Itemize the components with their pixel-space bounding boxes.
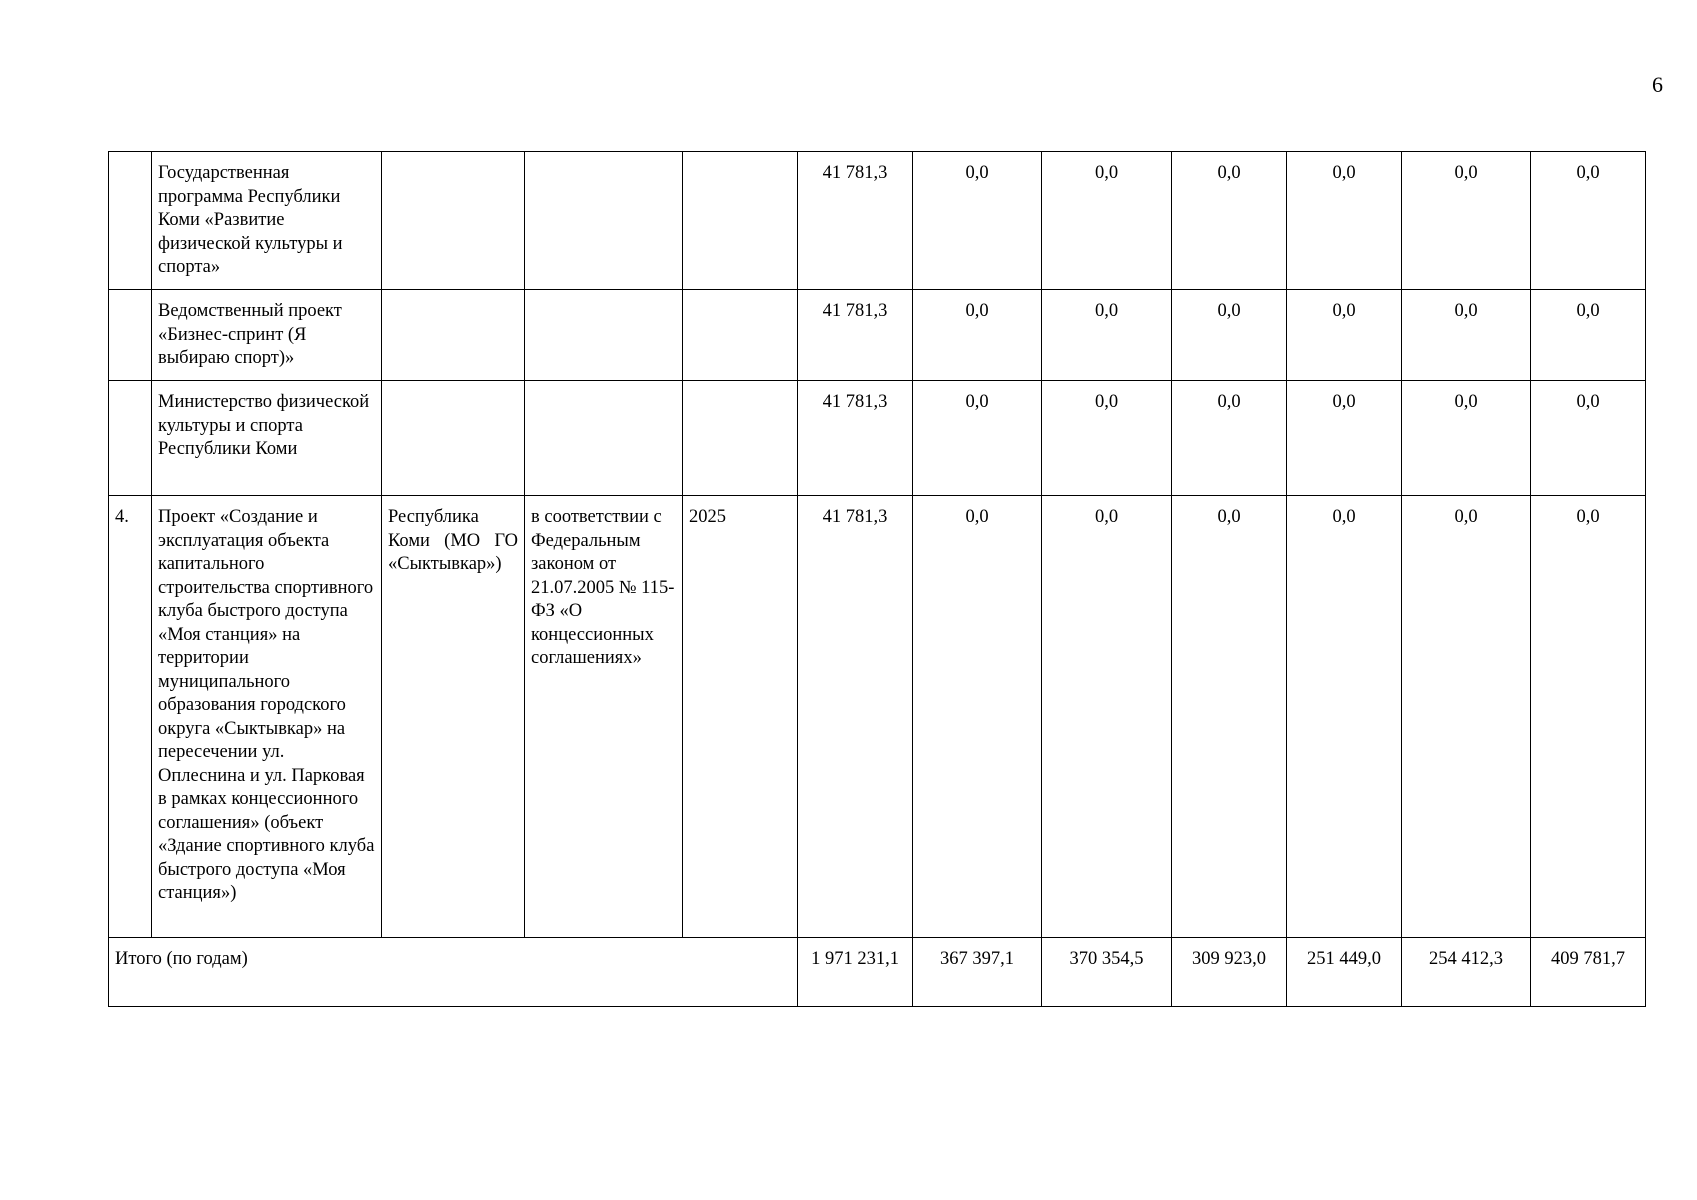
row-value-year: 0,0 [1287,496,1402,938]
page-number: 6 [1652,72,1663,97]
row-basis [525,290,683,381]
row-year: 2025 [683,496,798,938]
row-value-year: 0,0 [1287,290,1402,381]
row-name: Министерство физической культуры и спорта Республики Коми [152,381,382,496]
total-row [109,938,1646,1007]
row-year [683,381,798,496]
row-value-year: 0,0 [1287,381,1402,496]
row-value-year: 0,0 [1172,381,1287,496]
total-value: 251 449,0 [1287,938,1402,1007]
row-value-year: 0,0 [1287,152,1402,290]
total-label: Итого (по годам) [109,938,798,1007]
total-value: 309 923,0 [1172,938,1287,1007]
investment-table [108,151,1646,1007]
row-value-year: 0,0 [1042,381,1172,496]
row-value-year: 0,0 [1402,381,1531,496]
total-value: 367 397,1 [913,938,1042,1007]
row-year [683,290,798,381]
row-index [109,152,152,290]
row-location [382,290,525,381]
row-basis: в соответствии с Федеральным законом от 21.07.2005 № 115-ФЗ «О концессионных соглашениях» [525,496,683,938]
row-value-year: 0,0 [913,290,1042,381]
row-name: Проект «Создание и эксплуатация объекта капитального строительства спортивного клуба быстрого доступа «Моя станция» на территории муниципального образования городского округа «Сыктывкар» на пересечении ул. Оплеснина и ул. Парковая в рамках концессионного соглашения» (объект «Здание спортивного клуба быстрого доступа «Моя станция») [152,496,382,938]
table-row [109,290,1646,381]
row-value-year: 0,0 [913,152,1042,290]
row-value-year: 0,0 [1402,152,1531,290]
row-value-year: 0,0 [1531,290,1646,381]
table-row [109,152,1646,290]
row-name: Ведомственный проект «Бизнес-спринт (Я выбираю спорт)» [152,290,382,381]
row-value-total: 41 781,3 [798,381,913,496]
row-index [109,381,152,496]
row-name: Государственная программа Республики Коми «Развитие физической культуры и спорта» [152,152,382,290]
row-value-year: 0,0 [1042,496,1172,938]
table-row [109,381,1646,496]
row-value-year: 0,0 [913,496,1042,938]
row-value-total: 41 781,3 [798,290,913,381]
table-row [109,496,1646,938]
row-value-year: 0,0 [1402,496,1531,938]
row-location [382,381,525,496]
row-location: Республика Коми (МО ГО «Сыктывкар») [382,496,525,938]
row-location [382,152,525,290]
total-value: 370 354,5 [1042,938,1172,1007]
row-year [683,152,798,290]
row-value-year: 0,0 [1531,496,1646,938]
row-index [109,290,152,381]
row-basis [525,381,683,496]
row-value-year: 0,0 [1172,496,1287,938]
row-index: 4. [109,496,152,938]
row-value-total: 41 781,3 [798,152,913,290]
row-value-year: 0,0 [1172,290,1287,381]
row-value-year: 0,0 [1042,152,1172,290]
total-value: 409 781,7 [1531,938,1646,1007]
row-basis [525,152,683,290]
total-value: 254 412,3 [1402,938,1531,1007]
row-value-year: 0,0 [1172,152,1287,290]
row-value-year: 0,0 [1402,290,1531,381]
total-value: 1 971 231,1 [798,938,913,1007]
row-value-year: 0,0 [913,381,1042,496]
row-value-total: 41 781,3 [798,496,913,938]
row-value-year: 0,0 [1042,290,1172,381]
row-value-year: 0,0 [1531,381,1646,496]
row-value-year: 0,0 [1531,152,1646,290]
